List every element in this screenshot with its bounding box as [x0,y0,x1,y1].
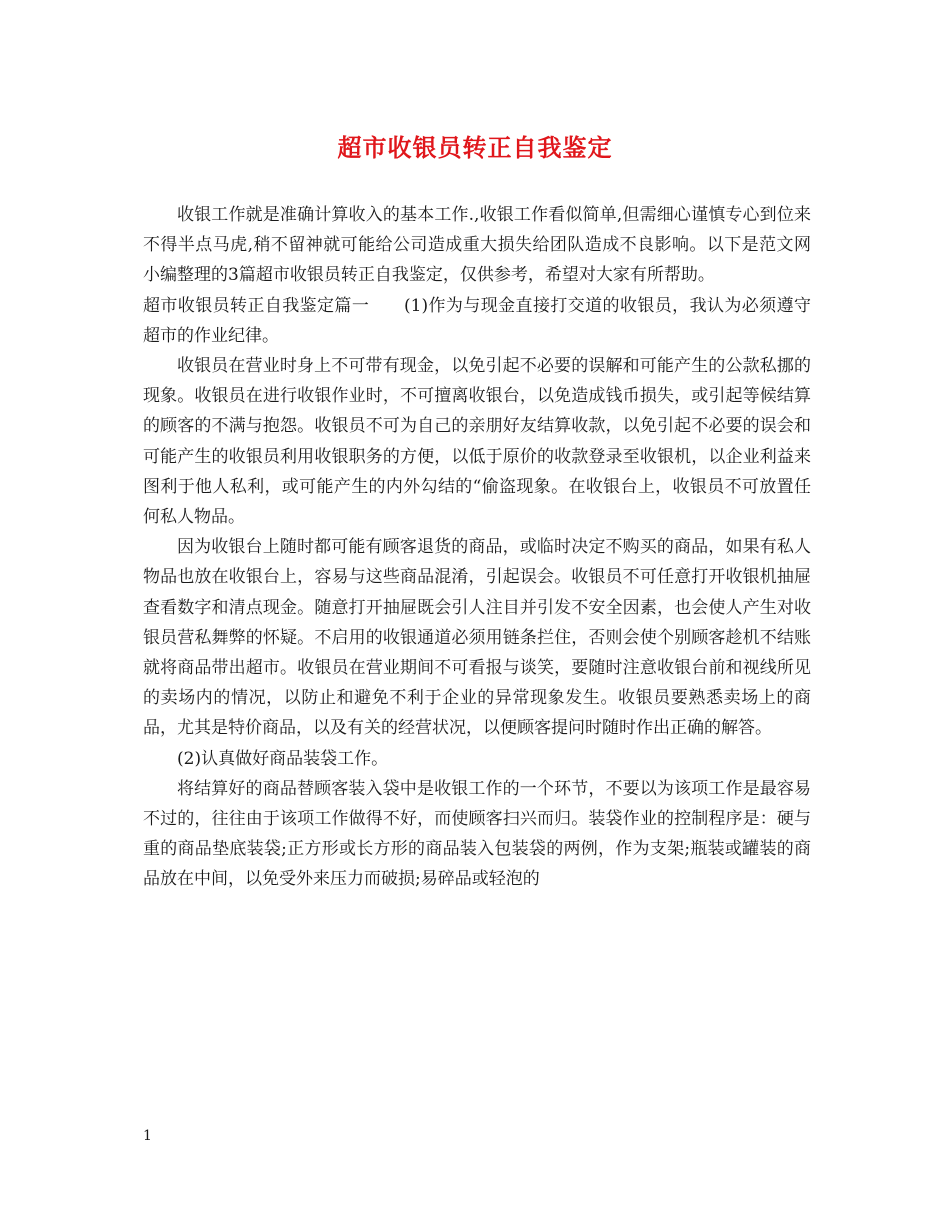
paragraph-counter-rules: 因为收银台上随时都可能有顾客退货的商品，或临时决定不购买的商品，如果有私人物品也放在收银台上，容易与这些商品混淆，引起误会。收银员不可任意打开收银机抽屉查看数字和清点现金。随意打开抽屉既会引人注目并引发不安全因素，也会使人产生对收银员营私舞弊的怀疑。不启用的收银通道必须用链条拦住，否则会使个别顾客趁机不结账就将商品带出超市。收银员在营业期间不可看报与谈笑，要随时注意收银台前和视线所见的卖场内的情况，以防止和避免不利于企业的异常现象发生。收银员要熟悉卖场上的商品，尤其是特价商品，以及有关的经营状况，以便顾客提问时随时作出正确的解答。 [143,537,811,739]
paragraph-intro: 收银工作就是准确计算收入的基本工作.,收银工作看似简单,但需细心谨慎专心到位来不得半点马虎,稍不留神就可能给公司造成重大损失给团队造成不良影响。以下是范文网小编整理的3篇超市收银员转正自我鉴定，仅供参考，希望对大家有所帮助。 [143,205,811,286]
page-number: 1 [143,1128,152,1144]
paragraph-bagging-heading: (2)认真做好商品装袋工作。 [177,748,389,769]
document-body [143,200,811,895]
document-title: 超市收银员转正自我鉴定 [337,133,613,162]
paragraph-bagging-procedure: 将结算好的商品替顾客装入袋中是收银工作的一个环节，不要以为该项工作是最容易不过的，往往由于该项工作做得不好，而使顾客扫兴而归。装袋作业的控制程序是：硬与重的商品垫底装袋;正方形或长方形的商品装入包装袋的两例，作为支架;瓶装或罐装的商品放在中间，以免受外来压力而破损;易碎品或轻泡的 [143,778,811,890]
paragraph-cash-rules: 收银员在营业时身上不可带有现金，以免引起不必要的误解和可能产生的公款私挪的现象。收银员在进行收银作业时，不可擅离收银台，以免造成钱币损失，或引起等候结算的顾客的不满与抱怨。收银员不可为自己的亲朋好友结算收款，以免引起不必要的误会和可能产生的收银员利用收银职务的方便，以低于原价的收款登录至收银机，以企业利益来图利于他人私利，或可能产生的内外勾结的“偷盗现象。在收银台上，收银员不可放置任何私人物品。 [143,356,811,528]
paragraph-section-heading: 超市收银员转正自我鉴定篇一 (1)作为与现金直接打交道的收银员，我认为必须遵守超市的作业纪律。 [143,295,811,346]
